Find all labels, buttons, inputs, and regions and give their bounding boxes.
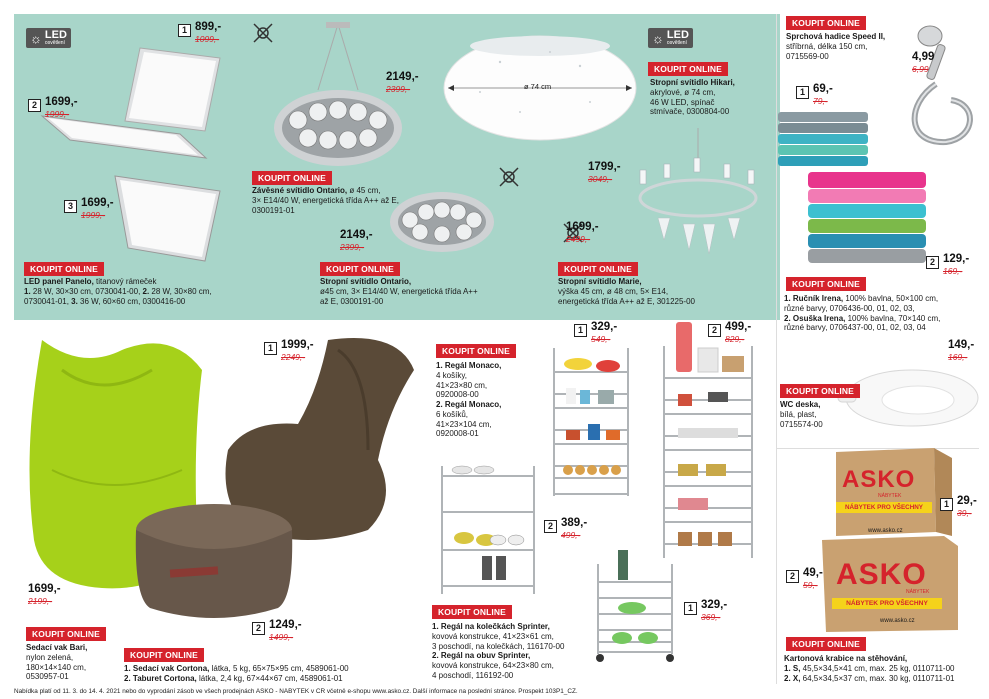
- buy-online-button[interactable]: KOUPIT ONLINE: [124, 648, 204, 662]
- item-number: 3: [64, 200, 77, 213]
- item-number: 2: [28, 99, 41, 112]
- sprinter-description: [432, 622, 602, 681]
- led-badge-subtext: osvětlení: [44, 40, 65, 46]
- product-spec: kovová konstrukce, 41×23×61 cm,: [432, 631, 554, 641]
- marie-description: [558, 277, 778, 306]
- variant-index: 3.: [71, 296, 78, 306]
- marie-chandelier-image: [628, 128, 768, 278]
- no-bulb-icon: [498, 166, 520, 188]
- current-price: 1699,-: [81, 197, 114, 209]
- product-spec: 41×23×80 cm,: [436, 380, 488, 390]
- led-badge-subtext: osvětlení: [666, 40, 687, 46]
- panel-price-1: [178, 22, 221, 43]
- old-price: 369,-: [701, 611, 721, 622]
- buy-online-button[interactable]: KOUPIT ONLINE: [252, 171, 332, 185]
- buy-online-button[interactable]: KOUPIT ONLINE: [558, 262, 638, 276]
- old-price: 829,-: [725, 333, 745, 344]
- product-spec: 4 poschodí, 116192-00: [432, 670, 514, 680]
- hose-price: [912, 52, 934, 73]
- product-spec: 180×14×140 cm,: [26, 662, 87, 672]
- bari-description: [26, 643, 126, 682]
- variant-index: 1.: [24, 286, 31, 296]
- product-title: 2. Osuška Irena,: [784, 313, 846, 323]
- monaco-price-1: [574, 322, 617, 343]
- product-spec: ø45 cm, 3× E14/40 W, energetická třída A++: [320, 286, 478, 296]
- current-price: 899,-: [195, 21, 222, 33]
- asko-logo-sub: NÁBYTEK: [878, 493, 902, 499]
- old-price: 2499,-: [566, 233, 591, 244]
- item-number: 1: [796, 86, 809, 99]
- item-number: 1: [178, 24, 191, 37]
- ontario-ceiling-image: [388, 186, 496, 256]
- sprinter-price-1: [684, 600, 727, 621]
- cortona-description: [124, 664, 424, 684]
- item-number: 1: [574, 324, 587, 337]
- boxes-description: [784, 654, 980, 683]
- current-price: 4,99: [912, 51, 935, 63]
- buy-online-button[interactable]: KOUPIT ONLINE: [26, 627, 106, 641]
- product-code: 0715569-00: [786, 51, 829, 61]
- current-price: 1799,-: [588, 161, 621, 173]
- footer-disclaimer: Nabídka platí od 11. 3. do 14. 4. 2021 nebo do vyprodání zásob ve všech prodejnách ASKO - NÁBYTEK v ČR včetně e-shopu www.asko.cz. Další informace na poslední stránce. Prospekt 103P1_CZ.: [14, 688, 578, 695]
- product-spec: kovová konstrukce, 64×23×80 cm,: [432, 661, 554, 670]
- current-price: 2149,-: [386, 71, 419, 83]
- product-spec: 100% bavlna, 70×140 cm,: [845, 313, 941, 323]
- asko-url: www.asko.cz: [868, 528, 903, 534]
- cortona-price-2: [252, 620, 302, 641]
- led-badge-text: LED: [666, 29, 689, 41]
- old-price: 1999,-: [45, 108, 70, 119]
- panel-price-3: [64, 198, 114, 219]
- current-price: 149,-: [948, 339, 975, 351]
- towels-description: [784, 294, 980, 333]
- old-price: 499,-: [561, 529, 581, 540]
- current-price: 29,-: [957, 495, 977, 507]
- old-price: 39,-: [957, 507, 972, 518]
- product-spec: 3× E14/40 W, energetická třída A++ až E,: [252, 195, 399, 205]
- current-price: 329,-: [701, 599, 728, 611]
- product-spec: výška 45 cm, ø 48 cm, 5× E14,: [558, 286, 669, 296]
- buy-online-button[interactable]: KOUPIT ONLINE: [320, 262, 400, 276]
- column-divider: [776, 14, 777, 684]
- product-spec: nylon zelená,: [26, 652, 74, 662]
- buy-online-button[interactable]: KOUPIT ONLINE: [786, 637, 866, 651]
- item-number: 2: [252, 622, 265, 635]
- sprinter-price-2: [544, 518, 587, 539]
- product-spec: 3 poschodí, na kolečkách, 116170-00: [432, 641, 565, 651]
- buy-online-button[interactable]: KOUPIT ONLINE: [786, 16, 866, 30]
- product-code: 0920008-01: [436, 429, 479, 439]
- product-title: Sprchová hadice Speed II,: [786, 32, 886, 41]
- current-price: 2149,-: [340, 229, 373, 241]
- item-number: 1: [684, 602, 697, 615]
- product-title: LED panel Panelo,: [24, 277, 94, 286]
- current-price: 1999,-: [281, 339, 314, 351]
- current-price: 1699,-: [28, 583, 61, 595]
- current-price: 389,-: [561, 517, 588, 529]
- box-price-2: [786, 568, 823, 589]
- monaco-shelf-6-image: [658, 318, 758, 564]
- buy-online-button[interactable]: KOUPIT ONLINE: [648, 62, 728, 76]
- item-number: 1: [264, 342, 277, 355]
- variant-index: 1. S,: [784, 663, 801, 673]
- product-spec: látka, 2,4 kg, 67×44×67 cm, 4589061-01: [196, 673, 343, 683]
- product-subtitle: titanový rámeček: [93, 277, 157, 286]
- variant-spec: 64,5×34,5×37 cm, max. 30 kg, 0110711-01: [800, 673, 955, 683]
- variant-spec: 0730041-01,: [24, 296, 72, 306]
- hikari-description: [650, 78, 778, 117]
- current-price: 1699,-: [45, 96, 78, 108]
- variant-spec: 45,5×34,5×41 cm, max. 25 kg, 0110711-00: [800, 663, 955, 673]
- product-code: 0300191-01: [252, 205, 295, 215]
- towel-price-2: [926, 254, 969, 275]
- product-spec: energetická třída A++ až E, 301225-00: [558, 296, 695, 306]
- product-title: Stropní svítidlo Hikari,: [650, 78, 735, 87]
- monaco-shelf-4-image: [548, 344, 634, 500]
- led-badge-text: LED: [44, 29, 67, 41]
- panel-price-2: [28, 97, 78, 118]
- product-spec: 100% bavlna, 50×100 cm,: [843, 294, 939, 303]
- panel-description: [24, 277, 264, 306]
- towels-image: [778, 108, 928, 278]
- old-price: 1499,-: [269, 631, 294, 642]
- old-price: 3049,-: [588, 173, 613, 184]
- hikari-dimension-label: ø 74 cm: [524, 82, 552, 91]
- sprinter-wheeled-rack-image: [592, 544, 678, 664]
- asko-slogan-band: NÁBYTEK PRO VŠECHNY: [832, 598, 942, 609]
- product-spec: 46 W LED, spínač: [650, 97, 715, 107]
- old-price: 2399,-: [340, 241, 365, 252]
- product-title: 1. Regál Monaco,: [436, 361, 502, 370]
- old-price: 1099,-: [195, 33, 220, 44]
- sprinter-shoe-rack-image: [438, 460, 538, 600]
- product-spec: ø 45 cm,: [347, 186, 381, 195]
- ontario-pendant-image: [268, 20, 408, 170]
- item-number: 2: [708, 324, 721, 337]
- product-title: Kartonová krabice na stěhování,: [784, 654, 908, 663]
- old-price: 2199,-: [28, 595, 53, 606]
- current-price: 499,-: [725, 321, 752, 333]
- item-number: 2: [926, 256, 939, 269]
- old-price: 169,-: [943, 265, 963, 276]
- old-price: 6,99: [912, 63, 929, 74]
- product-code: stmívače, 0300804-00: [650, 107, 730, 117]
- towel-price-1: [796, 84, 833, 105]
- current-price: 69,-: [813, 83, 833, 95]
- product-title: WC deska,: [780, 400, 821, 409]
- old-price: 2249,-: [281, 351, 306, 362]
- buy-online-button[interactable]: KOUPIT ONLINE: [780, 384, 860, 398]
- product-spec: 4 košíky,: [436, 370, 467, 380]
- asko-logo-sub: NÁBYTEK: [906, 589, 930, 595]
- buy-online-button[interactable]: KOUPIT ONLINE: [786, 277, 866, 291]
- item-number: 2: [544, 520, 557, 533]
- product-title: 1. Regál na kolečkách Sprinter,: [432, 622, 550, 631]
- product-title: 1. Sedací vak Cortona,: [124, 664, 210, 673]
- product-spec: látka, 5 kg, 65×75×95 cm, 4589061-00: [209, 664, 349, 673]
- marie-price-1: [588, 162, 621, 183]
- product-title: 2. Taburet Cortona,: [124, 673, 197, 683]
- product-spec: akrylové, ø 74 cm,: [650, 87, 716, 97]
- cortona-pouf-image: [130, 498, 298, 624]
- product-title: Stropní svítidlo Ontario,: [320, 277, 412, 286]
- asko-logo-large: ASKO: [836, 558, 927, 591]
- product-spec: 41×23×104 cm,: [436, 419, 492, 429]
- product-spec: až E, 0300191-00: [320, 296, 384, 306]
- monaco-description: [436, 361, 536, 439]
- current-price: 1699,-: [566, 221, 599, 233]
- asko-slogan-band: NÁBYTEK PRO VŠECHNY: [836, 502, 932, 513]
- product-spec: stříbrná, délka 150 cm,: [786, 41, 868, 51]
- old-price: 2399,-: [386, 83, 411, 94]
- old-price: 169,-: [948, 351, 968, 362]
- product-spec: bílá, plast,: [780, 409, 817, 419]
- product-spec: různé barvy, 0706436-00, 01, 02, 03,: [784, 303, 915, 313]
- product-title: Závěsné svítidlo Ontario,: [252, 186, 348, 195]
- asko-logo: ASKO: [842, 466, 916, 493]
- bari-price: [28, 584, 61, 605]
- variant-index: 2.: [142, 286, 150, 296]
- ontario-ceiling-description: [320, 277, 520, 306]
- current-price: 1249,-: [269, 619, 302, 631]
- product-title: Sedací vak Bari,: [26, 643, 88, 652]
- box-price-1: [940, 496, 977, 517]
- current-price: 49,-: [803, 567, 823, 579]
- hose-description: [786, 32, 906, 61]
- buy-online-button[interactable]: KOUPIT ONLINE: [24, 262, 104, 276]
- old-price: 549,-: [591, 333, 611, 344]
- old-price: 1999,-: [81, 209, 106, 220]
- old-price: 79,-: [813, 95, 828, 106]
- product-title: 2. Regál Monaco,: [436, 400, 502, 409]
- product-spec: 6 košíků,: [436, 409, 469, 419]
- current-price: 329,-: [591, 321, 618, 333]
- led-bulb-icon: ☼: [652, 30, 664, 46]
- item-number: 1: [940, 498, 953, 511]
- product-code: 0715574-00: [780, 419, 823, 429]
- product-spec: různé barvy, 0706437-00, 01, 02, 03, 04: [784, 323, 926, 333]
- product-title: 2. Regál na obuv Sprinter,: [432, 651, 531, 661]
- monaco-price-2: [708, 322, 751, 343]
- product-title: 1. Ručník Irena,: [784, 294, 844, 303]
- variant-spec: 28 W, 30×30 cm, 0730041-00,: [30, 286, 143, 296]
- product-title: Stropní svítidlo Marie,: [558, 277, 642, 286]
- buy-online-button[interactable]: KOUPIT ONLINE: [436, 344, 516, 358]
- variant-index: 2. X,: [784, 673, 801, 683]
- led-badge-hikari: [648, 28, 693, 48]
- ontario-hang-price: [386, 72, 419, 93]
- seat-description: [780, 400, 860, 429]
- current-price: 129,-: [943, 253, 970, 265]
- variant-spec: 28 W, 30×80 cm,: [149, 286, 212, 296]
- variant-spec: 36 W, 60×60 cm, 0300416-00: [77, 296, 186, 306]
- asko-url: www.asko.cz: [880, 618, 915, 624]
- product-code: 0530957-01: [26, 672, 69, 682]
- buy-online-button[interactable]: KOUPIT ONLINE: [432, 605, 512, 619]
- led-bulb-icon: ☼: [30, 30, 42, 46]
- cortona-price-1: [264, 340, 314, 361]
- product-code: 0920008-00: [436, 390, 479, 400]
- old-price: 59,-: [803, 579, 818, 590]
- item-number: 2: [786, 570, 799, 583]
- ontario-ceiling-price: [340, 230, 373, 251]
- marie-price-2: [566, 222, 599, 243]
